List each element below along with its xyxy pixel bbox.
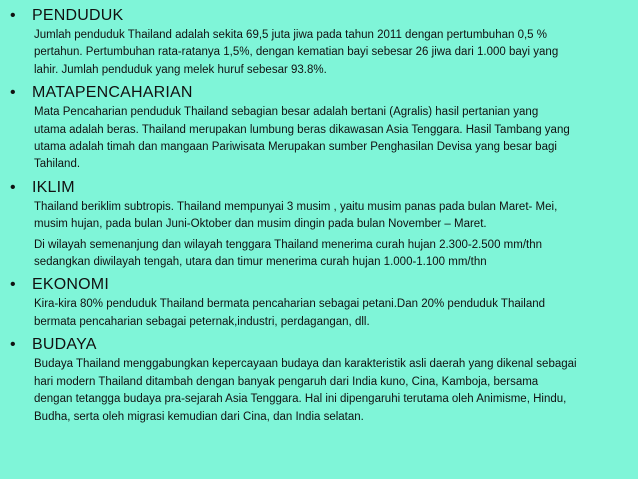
bullet-point: •	[10, 276, 16, 294]
section-heading: IKLIM	[32, 178, 75, 196]
heading-row	[8, 274, 630, 296]
section-paragraph: Budaya Thailand menggabungkan kepercayaan budaya dan karakteristik asli daerah yang dikenal sebagai hari modern Thailand ditambah dengan banyak pengaruh dari India kuno, Cina, Kamboja, bersama dengan tetangga budaya pra-sejarah Asia Tenggara. Hal ini dipengaruhi terutama oleh Animisme, Hindu, Budha, serta oleh migrasi kemudian dari Cina, dan India selatan.	[34, 358, 577, 423]
section-paragraph: Di wilayah semenanjung dan wilayah tenggara Thailand menerima curah hujan 2.300-2.500 mm/thn sedangkan diwilayah tengah, utara dan timur menerima curah hujan 1.000-1.100 mm/thn	[34, 238, 543, 269]
section-budaya	[8, 334, 630, 426]
section-paragraph: Jumlah penduduk Thailand adalah sekita 69,5 juta jiwa pada tahun 2011 dengan pertumbuhan 0,5 % pertahun. Pertumbuhan rata-ratanya 1,5%, dengan kematian bayi sebesar 26 jiwa dari 1.000 bayi yang lahir. Jumlah penduduk yang melek huruf sebesar 93.8%.	[34, 29, 559, 76]
section-heading: BUDAYA	[32, 336, 97, 354]
section-penduduk	[8, 5, 630, 79]
section-matapencaharian	[8, 82, 630, 174]
section-paragraph: Thailand beriklim subtropis. Thailand mempunyai 3 musim , yaitu musim panas pada bulan Maret- Mei, musim hujan, pada bulan Juni-Oktober dan musim dingin pada bulan November – Maret.	[34, 200, 558, 231]
section-paragraph: Kira-kira 80% penduduk Thailand bermata pencaharian sebagai petani.Dan 20% penduduk Thailand bermata pencaharian sebagai peternak,industri, perdagangan, dll.	[34, 298, 546, 328]
bullet-point: •	[10, 336, 16, 354]
bullet-point: •	[10, 178, 16, 196]
bullet-point: •	[10, 7, 16, 24]
section-paragraph: Mata Pencaharian penduduk Thailand sebagian besar adalah bertani (Agralis) hasil pertanian yang utama adalah beras. Thailand merupakan lumbung beras dikawasan Asia Tenggara. Hasil Tambang yang utama adalah timah dan mangaan Pariwisata Merupakan sumber Penghasilan Devisa yang besar bagi Tahiland.	[34, 106, 570, 171]
section-iklim	[8, 177, 630, 272]
heading-row	[8, 82, 630, 104]
section-heading: MATAPENCAHARIAN	[32, 84, 193, 102]
heading-row	[8, 5, 630, 27]
section-ekonomi	[8, 274, 630, 331]
heading-row	[8, 177, 630, 199]
heading-row	[8, 334, 630, 356]
section-heading: PENDUDUK	[32, 7, 124, 24]
bullet-point: •	[10, 84, 16, 102]
section-heading: EKONOMI	[32, 276, 109, 294]
